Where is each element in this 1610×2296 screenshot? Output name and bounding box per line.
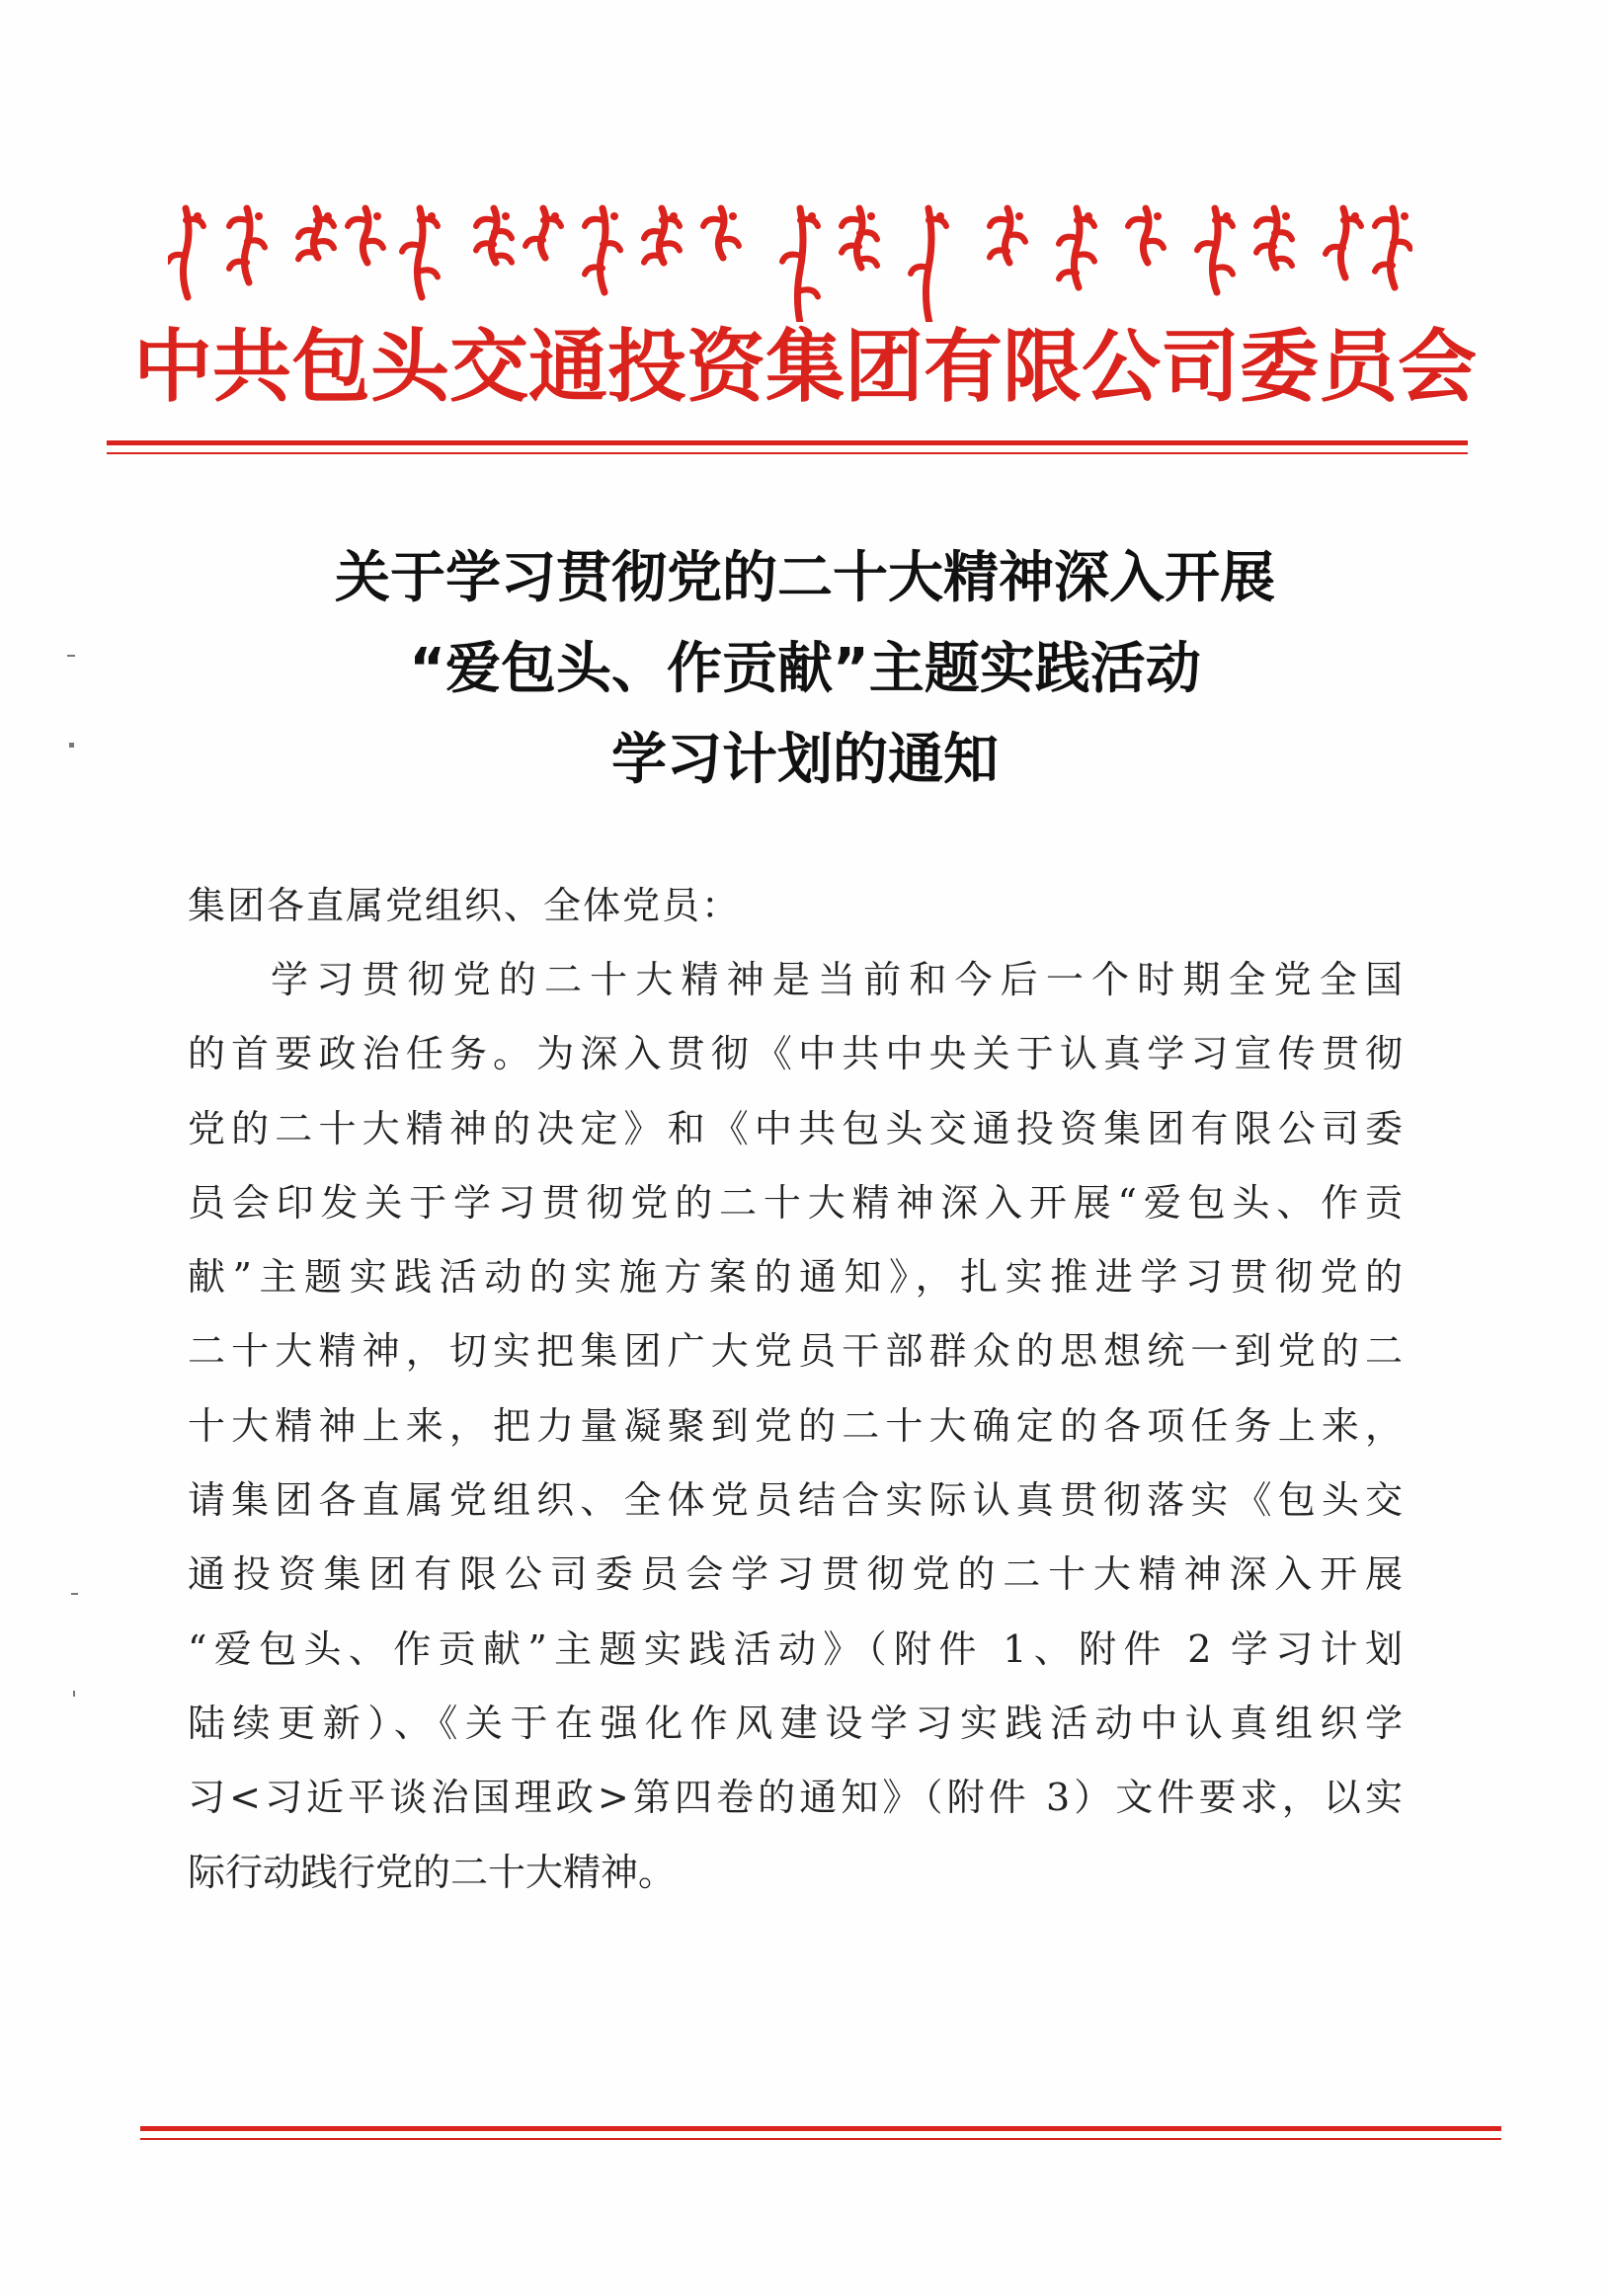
body-line: 请集团各直属党组织、全体党员结合实际认真贯彻落实《包头交	[188, 1478, 1403, 1523]
body-line: 员会印发关于学习贯彻党的二十大精神深入开展“爱包头、作贡	[188, 1180, 1403, 1225]
mongolian-script-graphic	[168, 184, 1412, 322]
mongolian-glyph	[229, 208, 265, 282]
mongolian-glyph	[1059, 208, 1094, 287]
salutation: 集团各直属党组织、全体党员：	[188, 884, 742, 927]
body-line: 陆续更新）、《关于在强化作风建设学习实践活动中认真组织学	[188, 1701, 1403, 1745]
mongolian-glyph	[402, 208, 438, 297]
body-line: “爱包头、作贡献”主题实践活动》（附件 1、附件 2 学习计划	[188, 1626, 1403, 1671]
mongolian-glyph	[476, 208, 512, 263]
footer-rule-thick	[140, 2126, 1501, 2131]
body-line: 通投资集团有限公司委员会学习贯彻党的二十大精神深入开展	[188, 1552, 1403, 1597]
scan-speck	[69, 743, 74, 748]
scan-speck	[67, 655, 75, 657]
mongolian-glyph	[1326, 208, 1361, 277]
body-line: 的首要政治任务。为深入贯彻《中共中央关于认真学习宣传贯彻	[188, 1032, 1403, 1076]
notice-title-line: 学习计划的通知	[611, 728, 999, 792]
body-line: 党的二十大精神的决定》和《中共包头交通投资集团有限公司委	[188, 1106, 1403, 1150]
letterhead-rule-thick	[107, 440, 1468, 445]
body-line: 二十大精神，切实把集团广大党员干部群众的思想统一到党的二	[188, 1329, 1403, 1374]
mongolian-glyph	[1375, 208, 1410, 287]
notice-title-line: “爱包头、作贡献”主题实践活动	[409, 637, 1201, 701]
notice-body	[188, 943, 1412, 1910]
letterhead-rule-thin	[107, 452, 1468, 454]
notice-title	[198, 533, 1412, 806]
notice-title-line: 关于学习贯彻党的二十大精神深入开展	[335, 546, 1275, 610]
body-line: 际行动践行党的二十大精神。	[188, 1850, 677, 1894]
body-line: 学习贯彻党的二十大精神是当前和今后一个时期全党全国	[271, 958, 1403, 1001]
body-line: 十大精神上来，把力量凝聚到党的二十大确定的各项任务上来，	[188, 1403, 1403, 1448]
mongolian-glyph	[298, 208, 334, 259]
mongolian-glyph	[990, 208, 1025, 263]
mongolian-glyph	[168, 208, 203, 297]
mongolian-letterhead-line	[168, 184, 1412, 322]
mongolian-glyph	[525, 208, 561, 258]
organization-title: 中共包头交通投资集团有限公司委员会	[133, 321, 1477, 413]
mongolian-glyph	[1256, 208, 1292, 268]
mongolian-glyph	[842, 208, 877, 268]
footer-rule-thin	[140, 2138, 1501, 2140]
scan-speck	[73, 1691, 75, 1697]
mongolian-glyph	[585, 208, 620, 292]
scan-speck	[71, 1593, 78, 1595]
body-line: 献”主题实践活动的实施方案的通知》，扎实推进学习贯彻党的	[188, 1255, 1403, 1300]
mongolian-glyph	[703, 208, 739, 258]
mongolian-glyph	[1128, 208, 1164, 263]
mongolian-glyph	[1197, 208, 1233, 292]
mongolian-glyph	[348, 208, 383, 263]
body-line: 习<习近平谈治国理政>第四卷的通知》（附件 3）文件要求，以实	[188, 1776, 1403, 1820]
mongolian-glyph	[782, 208, 818, 322]
mongolian-glyph	[644, 208, 680, 263]
mongolian-glyph	[911, 208, 946, 322]
